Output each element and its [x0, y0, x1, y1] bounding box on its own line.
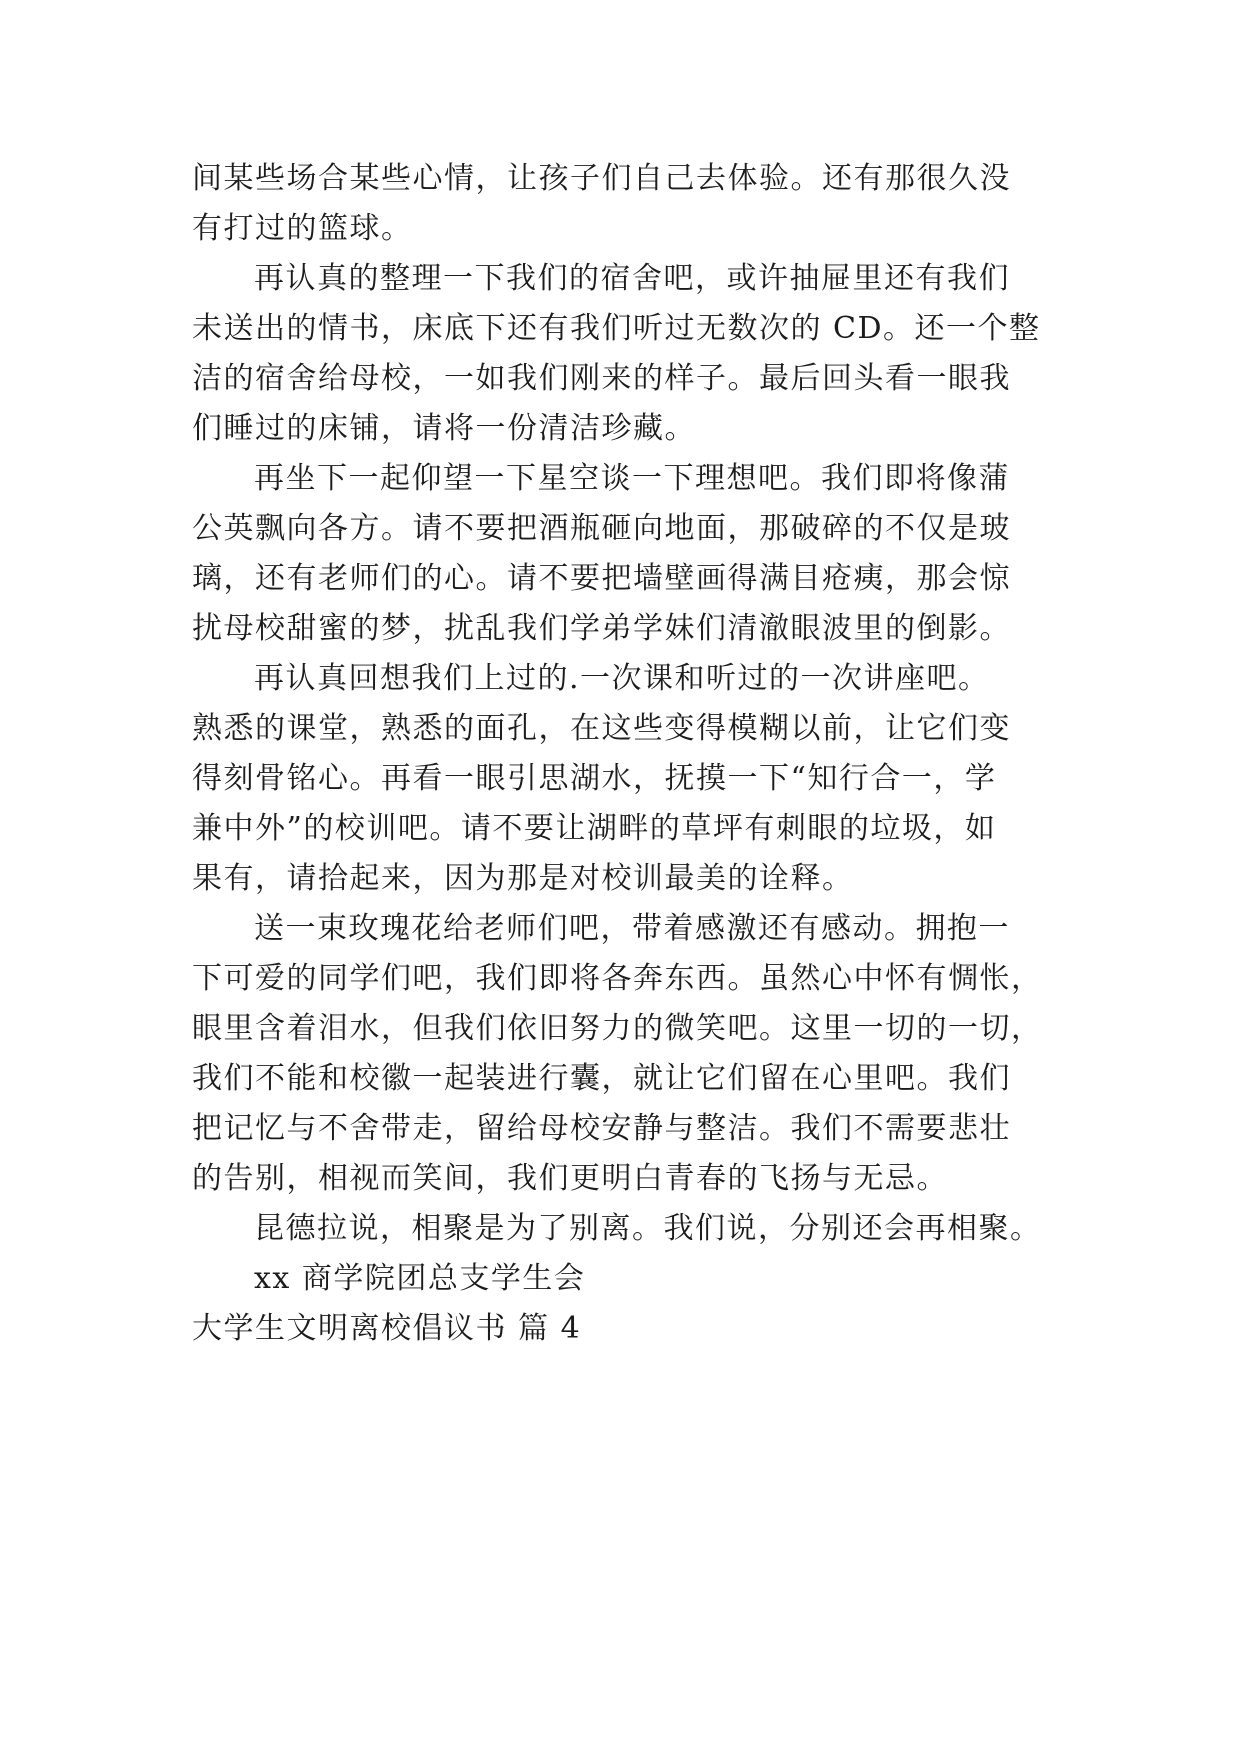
body-line: 洁的宿舍给母校，一如我们刚来的样子。最后回头看一眼我: [192, 361, 1011, 396]
paragraph-start-line: 送一束玫瑰花给老师们吧，带着感激还有感动。拥抱一: [254, 911, 1010, 946]
body-line: 有打过的篮球。: [192, 211, 413, 246]
paragraph-start-line: 再坐下一起仰望一下星空谈一下理想吧。我们即将像蒲: [254, 461, 1010, 496]
body-line: 未送出的情书，床底下还有我们听过无数次的 CD。还一个整: [192, 311, 1041, 346]
body-line: 把记忆与不舍带走，留给母校安静与整洁。我们不需要悲壮: [192, 1111, 1011, 1146]
paragraph-start-line: 再认真的整理一下我们的宿舍吧，或许抽屉里还有我们: [254, 261, 1010, 296]
body-line: 下可爱的同学们吧，我们即将各奔东西。虽然心中怀有惆怅，: [192, 961, 1043, 996]
body-line: 扰母校甜蜜的梦，扰乱我们学弟学妹们清澈眼波里的倒影。: [192, 611, 1011, 646]
body-line: 公英飘向各方。请不要把酒瓶砸向地面，那破碎的不仅是玻: [192, 511, 1011, 546]
body-line: 熟悉的课堂，熟悉的面孔，在这些变得模糊以前，让它们变: [192, 711, 1011, 746]
body-line: 们睡过的床铺，请将一份清洁珍藏。: [192, 411, 696, 446]
body-line: 果有，请拾起来，因为那是对校训最美的诠释。: [192, 861, 854, 896]
section-heading: 大学生文明离校倡议书 篇 4: [192, 1311, 582, 1346]
paragraph-start-line: 再认真回想我们上过的.一次课和听过的一次讲座吧。: [254, 661, 990, 696]
body-line: 的告别，相视而笑间，我们更明白青春的飞扬与无忌。: [192, 1161, 948, 1196]
body-line: 间某些场合某些心情，让孩子们自己去体验。还有那很久没: [192, 161, 1011, 196]
paragraph-start-line: 昆德拉说，相聚是为了别离。我们说，分别还会再相聚。: [254, 1211, 1042, 1246]
body-line: 得刻骨铭心。再看一眼引思湖水，抚摸一下“知行合一，学: [192, 761, 997, 796]
signature-line: xx 商学院团总支学生会: [254, 1261, 586, 1296]
body-line: 眼里含着泪水，但我们依旧努力的微笑吧。这里一切的一切，: [192, 1011, 1043, 1046]
body-line: 兼中外”的校训吧。请不要让湖畔的草坪有刺眼的垃圾，如: [192, 811, 997, 846]
body-line: 我们不能和校徽一起装进行囊，就让它们留在心里吧。我们: [192, 1061, 1011, 1096]
body-line: 璃，还有老师们的心。请不要把墙壁画得满目疮痍，那会惊: [192, 561, 1011, 596]
